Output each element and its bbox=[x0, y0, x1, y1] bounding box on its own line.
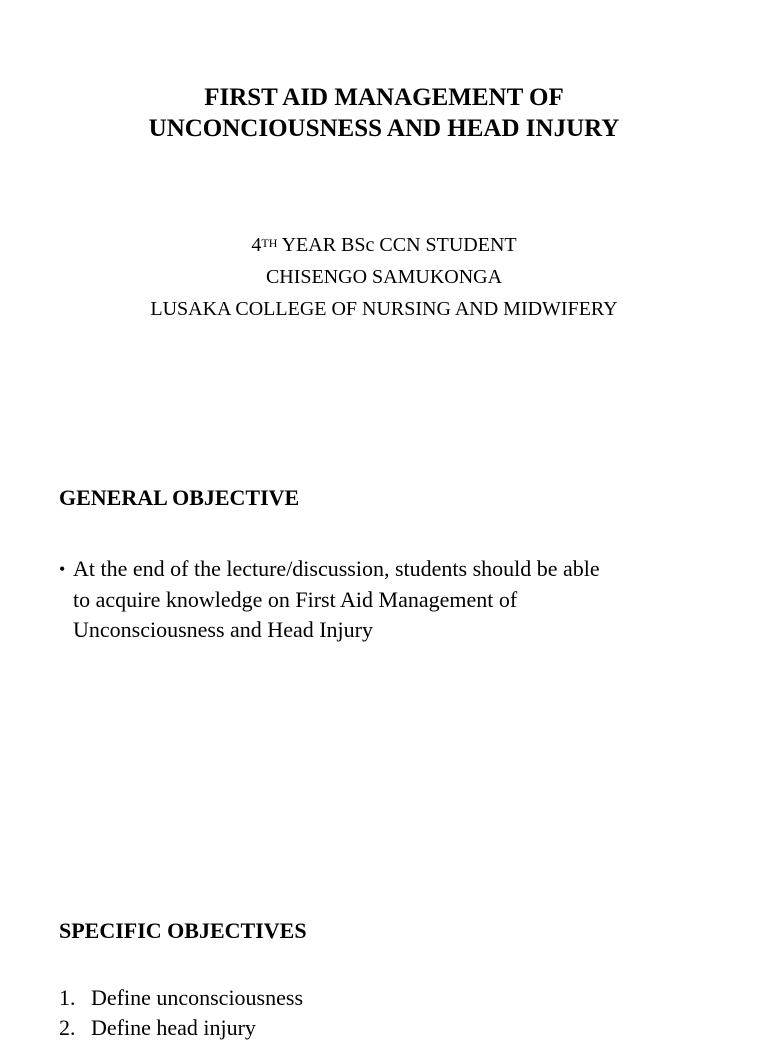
bullet-marker: • bbox=[59, 559, 66, 579]
list-item bbox=[59, 983, 709, 1013]
general-objective-text bbox=[73, 554, 709, 646]
list-item-text: Define unconsciousness bbox=[91, 985, 304, 1010]
title-line-2: UNCONCIOUSNESS AND HEAD INJURY bbox=[148, 115, 620, 142]
author-block bbox=[0, 229, 768, 325]
year-number: 4 bbox=[251, 234, 262, 256]
list-item bbox=[59, 1013, 709, 1043]
general-objective-line-1: At the end of the lecture/discussion, students should be able bbox=[73, 556, 600, 581]
specific-objectives-list bbox=[59, 983, 709, 1043]
list-item-number: 1. bbox=[59, 985, 76, 1010]
general-objective-line-3: Unconsciousness and Head Injury bbox=[73, 617, 373, 642]
title-line-1: FIRST AID MANAGEMENT OF bbox=[204, 84, 564, 111]
general-objective-heading: GENERAL OBJECTIVE bbox=[59, 485, 300, 510]
year-rest: YEAR BSc CCN STUDENT bbox=[277, 234, 517, 256]
year-superscript: TH bbox=[261, 236, 278, 250]
list-item-text: Define head injury bbox=[91, 1015, 256, 1040]
specific-objectives-heading: SPECIFIC OBJECTIVES bbox=[59, 918, 307, 943]
institution-name: LUSAKA COLLEGE OF NURSING AND MIDWIFERY bbox=[150, 298, 618, 320]
document-title bbox=[0, 82, 768, 144]
general-objective-line-2: to acquire knowledge on First Aid Management of bbox=[73, 586, 518, 612]
list-item-number: 2. bbox=[59, 1015, 76, 1040]
author-name: CHISENGO SAMUKONGA bbox=[265, 266, 503, 288]
student-year-line bbox=[0, 229, 768, 261]
general-objective-bullet bbox=[59, 554, 709, 646]
